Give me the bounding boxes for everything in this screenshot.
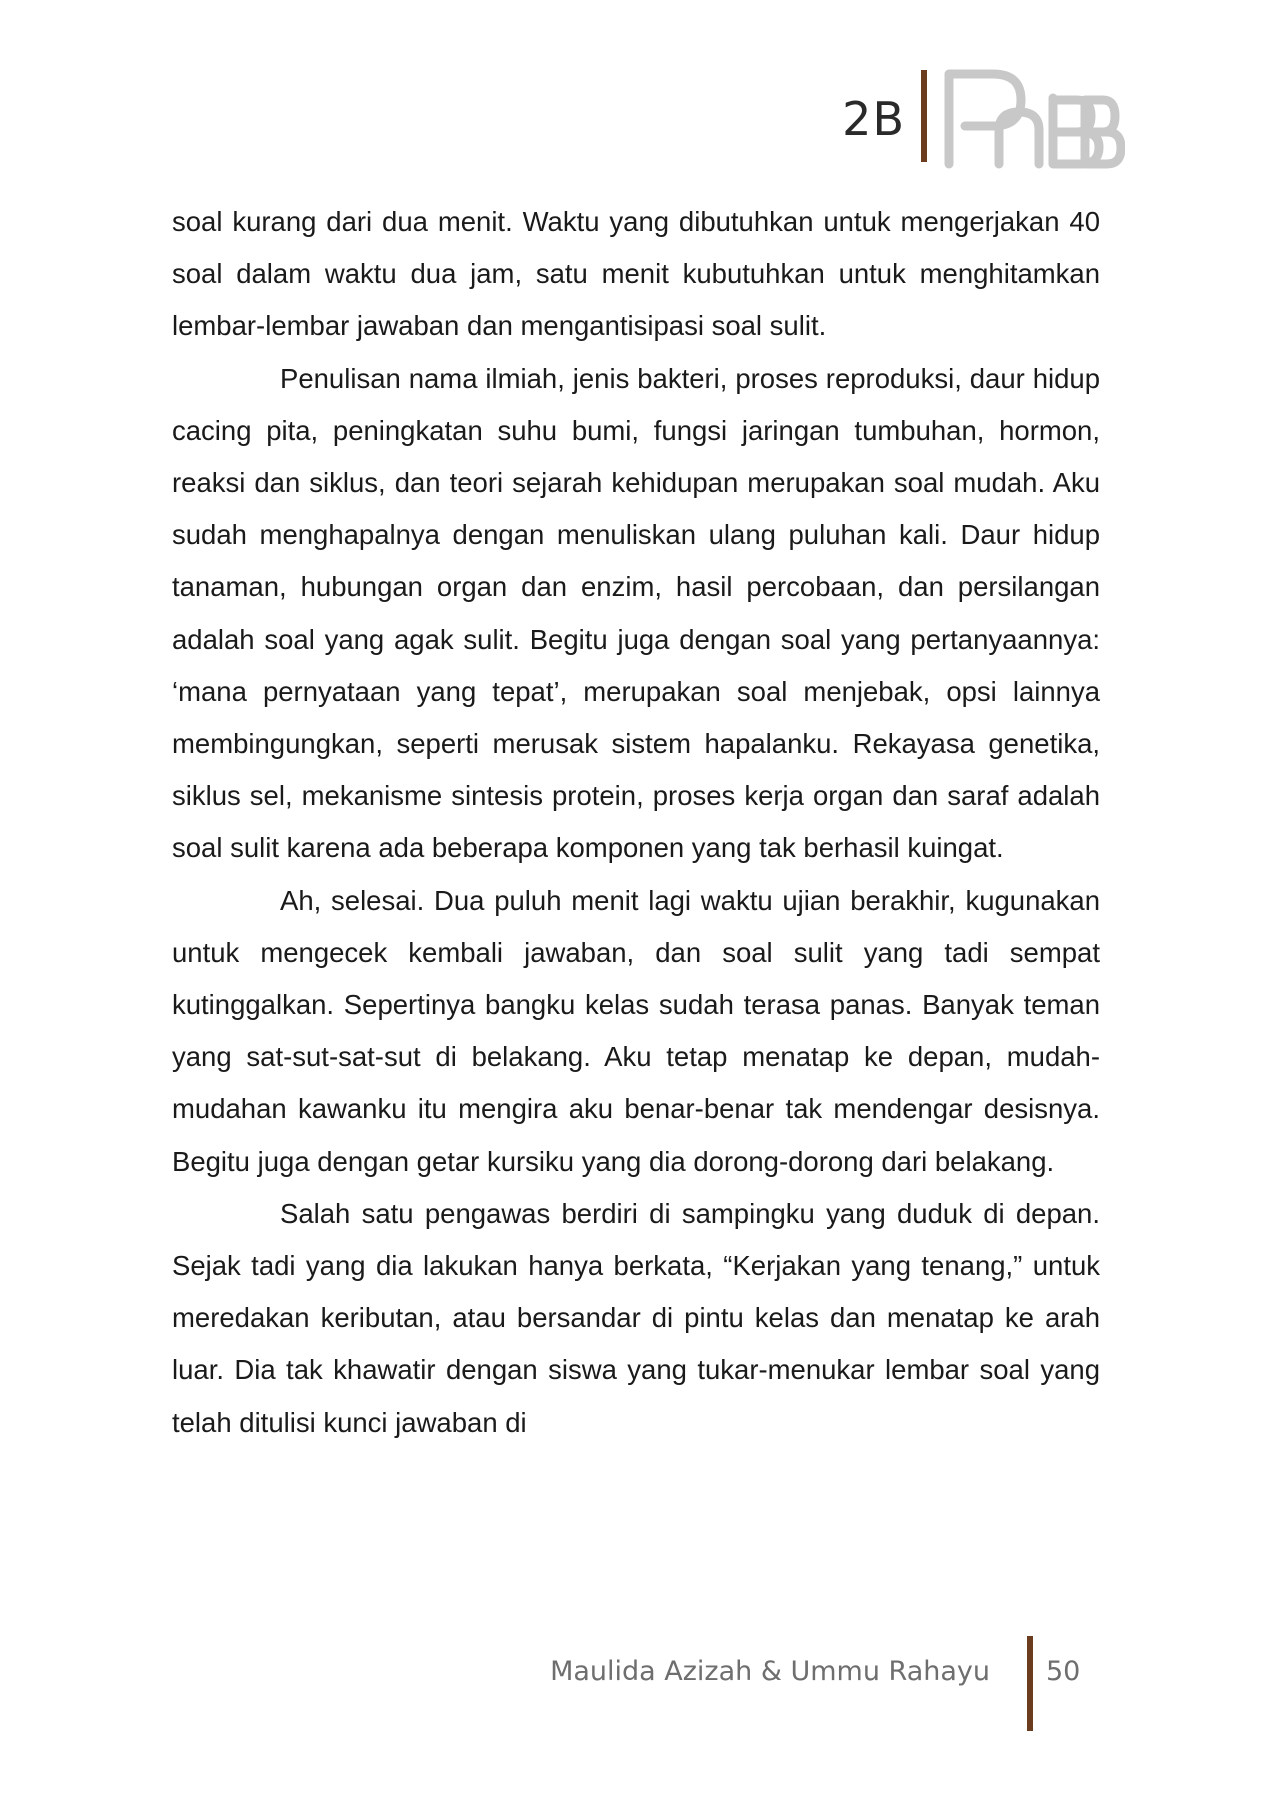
page-number: 50 (1046, 1656, 1081, 1687)
paragraph-3: Ah, selesai. Dua puluh menit lagi waktu ujian berakhir, kugunakan untuk mengecek kembali jawaban, dan soal sulit yang tadi sempat kutinggalkan. Sepertinya bangku kelas sudah terasa panas. Banyak teman yang sat-sut-sat-sut di belakang. Aku tetap menatap ke depan, mudah-mudahan kawanku itu mengira aku benar-benar tak mendengar desisnya. Begitu juga dengan getar kursiku yang dia dorong-dorong dari belakang. (172, 884, 1100, 1177)
header-divider (921, 70, 927, 162)
footer-authors: Maulida Azizah & Ummu Rahayu (550, 1656, 990, 1687)
page-header (835, 60, 1135, 170)
page-footer (550, 1636, 1120, 1731)
pnbb-logo (935, 60, 1125, 170)
paragraph-1: soal kurang dari dua menit. Waktu yang dibutuhkan untuk mengerjakan 40 soal dalam waktu dua jam, satu menit kubutuhkan untuk menghitamkan lembar-lembar jawaban dan mengantisipasi soal sulit. (172, 206, 1100, 342)
paragraph-4: Salah satu pengawas berdiri di sampingku yang duduk di depan. Sejak tadi yang dia lakukan hanya berkata, “Kerjakan yang tenang,” untuk meredakan keributan, atau bersandar di pintu kelas dan menatap ke arah luar. Dia tak khawatir dengan siswa yang tukar-menukar lembar soal yang telah ditulisi kunci jawaban di (172, 1197, 1100, 1438)
body-text (172, 196, 1100, 1449)
footer-divider (1027, 1636, 1033, 1731)
paragraph-2: Penulisan nama ilmiah, jenis bakteri, proses reproduksi, daur hidup cacing pita, peningkatan suhu bumi, fungsi jaringan tumbuhan, hormon, reaksi dan siklus, dan teori sejarah kehidupan merupakan soal mudah. Aku sudah menghapalnya dengan menuliskan ulang puluhan kali. Daur hidup tanaman, hubungan organ dan enzim, hasil percobaan, dan persilangan adalah soal yang agak sulit. Begitu juga dengan soal yang pertanyaannya: ‘mana pernyataan yang tepat’, merupakan soal menjebak, opsi lainnya membingungkan, seperti merusak sistem hapalanku. Rekayasa genetika, siklus sel, mekanisme sintesis protein, proses kerja organ dan saraf adalah soal sulit karena ada beberapa komponen yang tak berhasil kuingat. (172, 362, 1100, 864)
chapter-label: 2B (842, 92, 905, 146)
